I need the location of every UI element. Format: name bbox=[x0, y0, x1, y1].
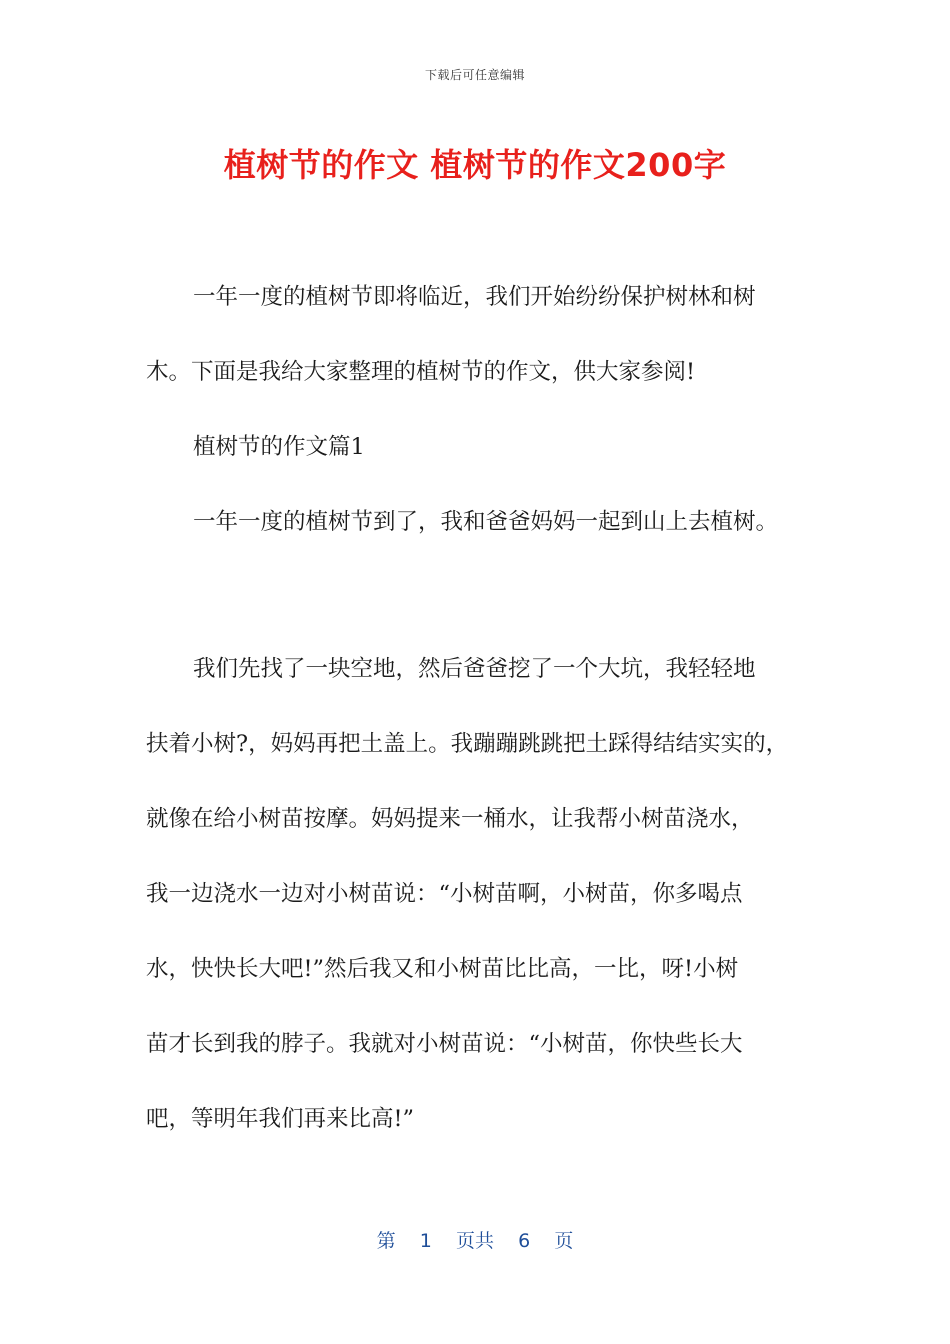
footer-page-middle: 页共 bbox=[455, 1230, 494, 1252]
paragraph-line: 苗才长到我的脖子。我就对小树苗说：“小树苗，你快些长大 bbox=[146, 1031, 743, 1057]
footer-page-suffix: 页 bbox=[554, 1230, 574, 1252]
paragraph-line: 木。下面是我给大家整理的植树节的作文，供大家参阅! bbox=[146, 359, 696, 385]
paragraph-line: 水，快快长大吧!”然后我又和小树苗比比高，一比，呀!小树 bbox=[146, 956, 739, 982]
paragraph-line: 扶着小树?，妈妈再把土盖上。我蹦蹦跳跳把土踩得结结实实的， bbox=[146, 731, 789, 757]
footer-page-prefix: 第 bbox=[376, 1230, 396, 1252]
paragraph-line: 一年一度的植树节即将临近，我们开始纷纷保护树林和树 bbox=[193, 284, 756, 310]
paragraph-line: 一年一度的植树节到了，我和爸爸妈妈一起到山上去植树。 bbox=[193, 509, 779, 535]
paragraph-line: 我们先找了一块空地，然后爸爸挖了一个大坑，我轻轻地 bbox=[193, 656, 756, 682]
page-footer bbox=[0, 1226, 950, 1253]
section-heading: 植树节的作文篇1 bbox=[193, 434, 365, 460]
footer-page-number: 1 bbox=[419, 1230, 432, 1252]
paragraph-line: 吧，等明年我们再来比高!” bbox=[146, 1106, 415, 1132]
document-title: 植树节的作文 植树节的作文200字 bbox=[223, 146, 727, 184]
paragraph-line: 就像在给小树苗按摩。妈妈提来一桶水，让我帮小树苗浇水， bbox=[146, 806, 754, 832]
paragraph-line: 我一边浇水一边对小树苗说：“小树苗啊，小树苗，你多喝点 bbox=[146, 881, 743, 907]
footer-total-pages: 6 bbox=[518, 1230, 531, 1252]
header-note: 下载后可任意编辑 bbox=[424, 68, 525, 82]
